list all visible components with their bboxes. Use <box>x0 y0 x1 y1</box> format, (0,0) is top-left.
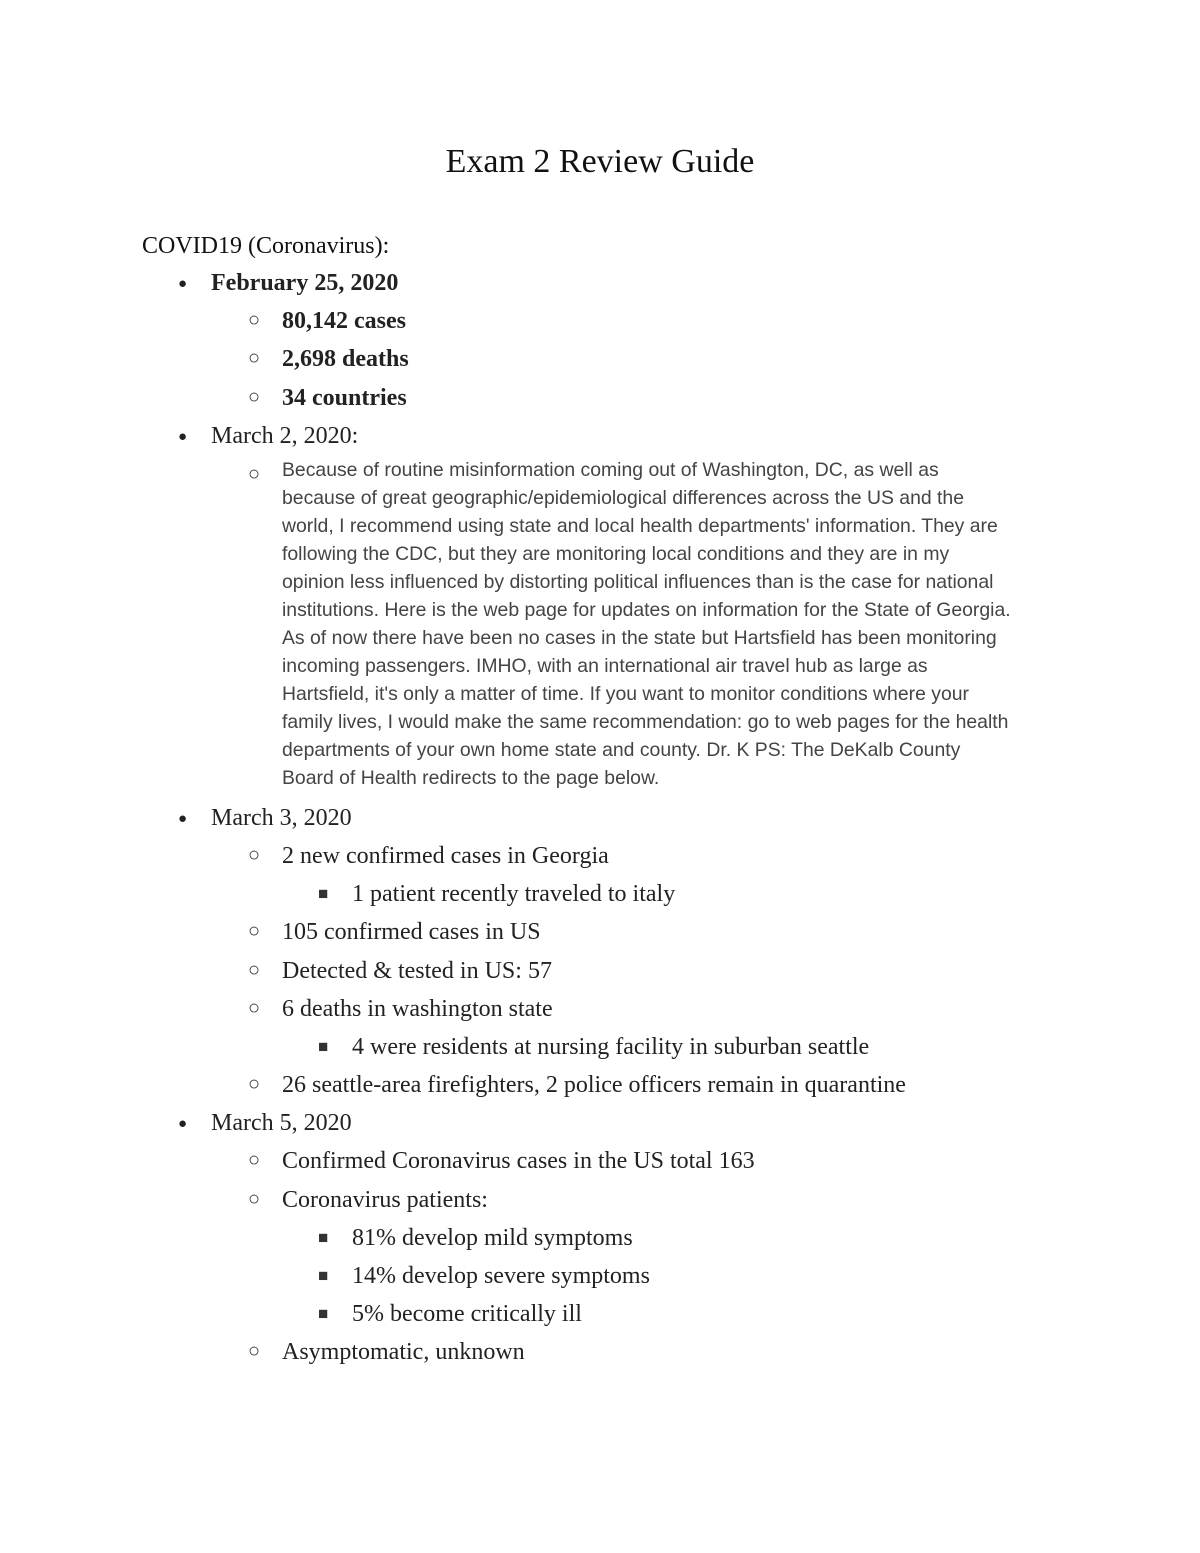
paragraph-line: Because of routine misinformation coming out of Washington, DC, as well as <box>282 458 939 481</box>
list-item <box>0 1222 1200 1260</box>
bullet-circle-icon: ○ <box>248 462 261 485</box>
date-heading: February 25, 2020 <box>211 270 399 296</box>
bullet-dot-icon: ● <box>178 276 188 292</box>
paragraph-line: Board of Health redirects to the page below. <box>282 766 660 789</box>
list-item-text: Coronavirus patients: <box>282 1186 488 1213</box>
paragraph-line: following the CDC, but they are monitoring local conditions and they are in my <box>282 542 950 565</box>
bullet-square-icon: ■ <box>318 1304 329 1324</box>
bullet-circle-icon: ○ <box>248 996 261 1019</box>
bullet-circle-icon: ○ <box>248 309 261 332</box>
list-item <box>0 267 1200 305</box>
list-item-text: 34 countries <box>282 384 407 411</box>
date-heading: March 3, 2020 <box>211 804 352 831</box>
list-item-text: 2 new confirmed cases in Georgia <box>282 842 609 869</box>
bullet-dot-icon: ● <box>178 1116 188 1133</box>
list-item <box>0 343 1200 381</box>
list-item <box>0 1069 1200 1107</box>
paragraph-line: Hartsfield, it's only a matter of time. If you want to monitor conditions where your <box>282 682 969 705</box>
bullet-circle-icon: ○ <box>248 920 261 943</box>
paragraph-line: institutions. Here is the web page for updates on information for the State of Georgia. <box>282 598 1011 621</box>
paragraph-line: As of now there have been no cases in the state but Hartsfield has been monitoring <box>282 626 997 649</box>
list-item <box>0 840 1200 878</box>
list-item <box>0 1336 1200 1374</box>
list-item <box>0 955 1200 993</box>
list-item <box>0 382 1200 420</box>
list-item <box>0 1145 1200 1183</box>
paragraph-line: world, I recommend using state and local health departments' information. They are <box>282 514 998 537</box>
outline-list <box>0 267 1200 1375</box>
list-item-text: 14% develop severe symptoms <box>352 1263 650 1289</box>
list-item-text: 80,142 cases <box>282 308 406 335</box>
list-item <box>0 1031 1200 1069</box>
date-heading: March 5, 2020 <box>211 1110 352 1137</box>
bullet-square-icon: ■ <box>318 1227 329 1247</box>
document-title: Exam 2 Review Guide <box>445 143 755 180</box>
list-item <box>0 878 1200 916</box>
paragraph-line: because of great geographic/epidemiological differences across the US and the <box>282 486 964 509</box>
list-item <box>0 1184 1200 1222</box>
bullet-circle-icon: ○ <box>248 385 261 408</box>
paragraph-line: incoming passengers. IMHO, with an international air travel hub as large as <box>282 654 928 677</box>
list-item-text: 4 were residents at nursing facility in suburban seattle <box>352 1033 870 1060</box>
bullet-square-icon: ■ <box>318 884 329 904</box>
list-item-text: Detected & tested in US: 57 <box>282 957 552 984</box>
list-item <box>0 802 1200 840</box>
list-item <box>0 420 1200 460</box>
paragraph-line: family lives, I would make the same recommendation: go to web pages for the health <box>282 710 1009 733</box>
bullet-circle-icon: ○ <box>248 1149 261 1172</box>
list-item <box>0 460 1200 802</box>
bullet-dot-icon: ● <box>178 428 188 445</box>
bullet-circle-icon: ○ <box>248 958 261 981</box>
bullet-square-icon: ■ <box>318 1036 329 1056</box>
bullet-circle-icon: ○ <box>248 1073 261 1096</box>
list-item <box>0 1298 1200 1336</box>
list-item-text: 5% become critically ill <box>352 1301 582 1328</box>
note-paragraph <box>282 456 1064 792</box>
list-item <box>0 305 1200 343</box>
bullet-circle-icon: ○ <box>248 1340 261 1363</box>
paragraph-line: opinion less influenced by distorting political influences than is the case for national <box>282 570 994 593</box>
list-item-text: 105 confirmed cases in US <box>282 919 541 946</box>
list-item-text: 1 patient recently traveled to italy <box>352 881 676 908</box>
list-item-text: Asymptomatic, unknown <box>282 1339 525 1366</box>
bullet-square-icon: ■ <box>318 1266 329 1285</box>
list-item <box>0 1107 1200 1145</box>
date-heading: March 2, 2020: <box>211 422 359 449</box>
list-item <box>0 916 1200 954</box>
list-item-text: 26 seattle-area firefighters, 2 police officers remain in quarantine <box>282 1072 906 1099</box>
paragraph-line: departments of your own home state and county. Dr. K PS: The DeKalb County <box>282 738 961 761</box>
section-heading: COVID19 (Coronavirus): <box>142 233 390 259</box>
list-item-text: 6 deaths in washington state <box>282 995 553 1022</box>
list-item-text: Confirmed Coronavirus cases in the US total 163 <box>282 1148 755 1175</box>
bullet-circle-icon: ○ <box>248 843 261 866</box>
bullet-circle-icon: ○ <box>248 347 261 370</box>
list-item-text: 81% develop mild symptoms <box>352 1224 633 1251</box>
bullet-circle-icon: ○ <box>248 1187 261 1210</box>
list-item-text: 2,698 deaths <box>282 346 409 373</box>
list-item <box>0 1260 1200 1298</box>
bullet-dot-icon: ● <box>178 810 188 827</box>
list-item <box>0 993 1200 1031</box>
